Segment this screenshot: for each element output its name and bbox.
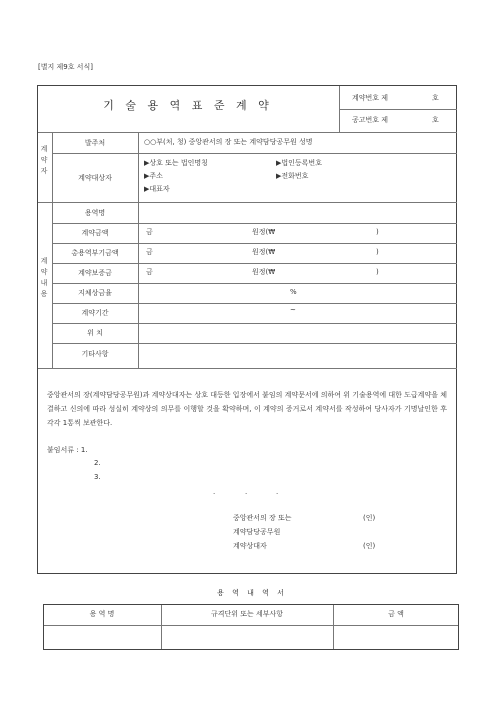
contract-number-label: 계약번호 제 [352,94,389,102]
content-row-col2: 원정(₩ [252,268,276,276]
content-row-col3: ) [376,228,379,236]
contractor-field-regno: ▶법인등록번호 [276,159,322,167]
contract-number-suffix: 호 [432,94,439,102]
notice-number-suffix: 호 [432,116,439,124]
content-row-col2: % [290,288,297,296]
content-row-label: 위 치 [87,329,103,337]
content-row-col2: 원정(₩ [252,248,276,256]
row-line [52,283,457,284]
section-line [38,368,457,369]
content-row-col3: ) [376,268,379,276]
content-row-col1: 금 [146,268,153,276]
summary-header-line [44,625,458,626]
section-line [38,202,457,203]
contract-body-text: 중앙관서의 장(계약담당공무원)과 계약상대자는 상호 대등한 입장에서 붙임의 계약문서에 의하여 위 기술용역에 대한 도급계약을 체결하고 신의에 따라 성실히 계약상의 의무를 이행할 것을 확약하며, 이 계약의 증거로서 계약서를 작성하여 당사자가 기명날인한 후 각각 1통씩 보관한다. [47,391,447,427]
content-row-label: 계약기간 [81,309,109,317]
signature-role: 계약담당공무원 [233,528,281,536]
attachment-2: 2. [94,459,101,467]
label-column-divider [138,132,139,368]
party-section-label: 계약자 [40,145,48,175]
ordering-party-value: ○○부(처, 청) 중앙관서의 장 또는 계약담당공무원 성명 [144,138,313,146]
date-mark: . [245,488,248,496]
content-row-label: 용역명 [84,209,106,217]
content-row-label: 계약금액 [81,229,109,237]
summary-header-amount: 금 액 [388,610,404,618]
attachment-3: 3. [94,473,101,481]
row-line [52,323,457,324]
contractor-field-rep: ▶대표자 [144,185,170,193]
content-row-label: 총용역부기금액 [71,249,119,257]
summary-title: 용 역 내 역 서 [217,589,287,597]
signature-role: 계약상대자 [233,542,267,550]
ordering-party-label: 발주처 [84,139,106,147]
content-row-label: 기타사항 [81,350,109,358]
content-row-label: 지체상금율 [78,289,112,297]
header-bottom-line [38,132,457,133]
row-line [52,263,457,264]
header-number-divider [339,109,457,110]
contract-title: 기 술 용 역 표 준 계 약 [103,99,273,112]
summary-header-spec: 규격단위 또는 세부사항 [210,610,284,618]
content-row-label: 계약보증금 [78,269,112,277]
contractor-field-phone: ▶전화번호 [276,172,309,180]
row-line [52,153,457,154]
form-label: [별지 제9호 서식] [38,63,93,71]
notice-number-label: 공고번호 제 [352,116,389,124]
content-row-col1: 금 [146,228,153,236]
signature-role: 중앙관서의 장 또는 [233,514,292,522]
row-line [52,223,457,224]
summary-header-name: 용 역 명 [89,610,115,618]
content-row-col3: ) [376,248,379,256]
content-section-label: 계약내용 [40,257,48,298]
row-line [52,243,457,244]
contractor-field-address: ▶주소 [144,172,163,180]
contractor-field-name: ▶상호 또는 법인명칭 [144,159,208,167]
contractor-label: 계약대상자 [78,174,112,182]
signature-seal: (인) [363,514,376,522]
row-line [52,303,457,304]
date-mark: . [276,488,279,496]
attachments-label: 붙임서류 : 1. [47,446,88,454]
row-line [52,343,457,344]
content-row-col2: 원정(₩ [252,228,276,236]
signature-seal: (인) [363,542,376,550]
date-mark: . [213,488,216,496]
content-row-col1: 금 [146,248,153,256]
content-row-col2: ~ [290,306,296,314]
